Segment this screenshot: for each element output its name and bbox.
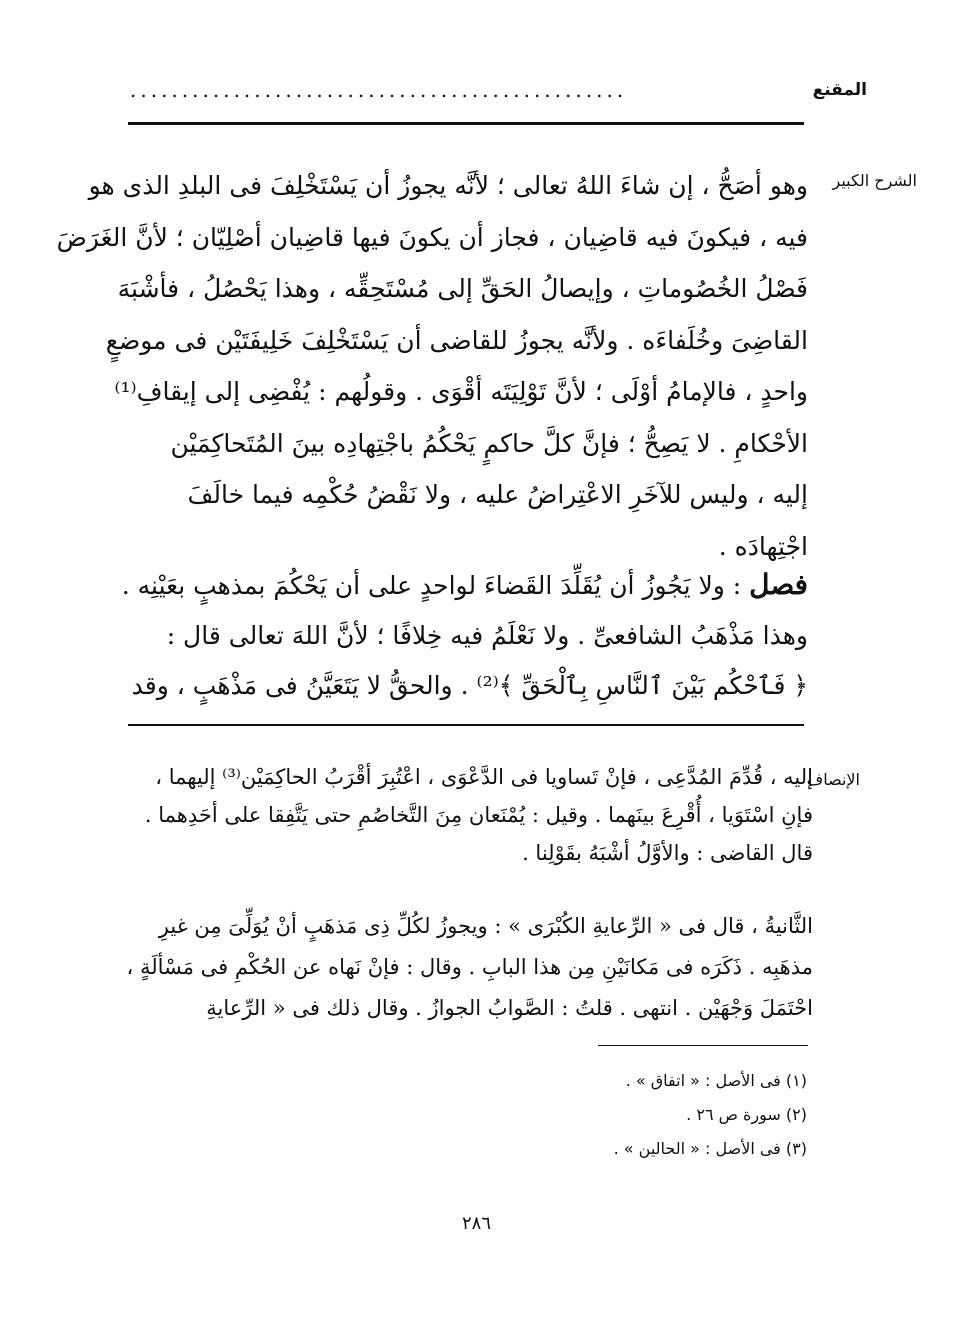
footnote: (٢) سورة ص ٢٦ . [686, 1105, 807, 1124]
header-rule [128, 122, 804, 125]
fasl-line-text: : ولا يَجُوزُ أن يُقَلِّدَ القَضاءَ لواحدٍ على أن يَحْكُمَ بمذهبٍ بعَيْنِه . [121, 571, 742, 600]
header-dotted-leader: ................................................ [130, 78, 628, 102]
insaf-line: احْتَمَلَ وَجْهَيْن . انتهى . قلتُ : الصَّوابُ الجوازُ . وقال ذلك فى « الرِّعايةِ [206, 996, 813, 1020]
insaf-line: قال القاضى : والأوَّلُ أشْبَهُ بقَوْلِنا . [522, 841, 813, 865]
insaf-line: فإنِ اسْتَوَيا ، أُقْرِعَ بينَهما . وقيل : يُمْنَعان مِنَ التَّخاصُمِ حتى يَتَّفِقا على أحَدِهما . [144, 803, 813, 827]
fasl-line: وهذا مَذْهَبُ الشافعىِّ . ولا نَعْلَمُ فيه خِلافًا ؛ لأنَّ اللهَ تعالى قال : [166, 621, 808, 650]
footnotes [614, 1064, 807, 1166]
footnote-rule [598, 1045, 808, 1046]
fasl-text [121, 560, 808, 711]
sharh-text [56, 160, 808, 572]
footnote: (١) فى الأصل : « اتفاق » . [625, 1071, 807, 1090]
sharh-line: إليه ، وليس للآخَرِ الاعْتِراضُ عليه ، ولا نَقْضُ حُكْمِه فيما خالَفَ [187, 480, 808, 509]
insaf-text-2 [128, 906, 813, 1029]
section-divider [128, 724, 804, 726]
fasl-heading: فصل [749, 568, 808, 601]
insaf-line: الثَّانيةُ ، قال فى « الرِّعايةِ الكُبْرَى » : ويجوزُ لكُلِّ ذِى مَذهَبٍ أنْ يُوَلِّىَ مِن غيرِ [158, 914, 813, 938]
sharh-line: القاضِىَ وخُلَفاءَه . ولأنَّه يجوزُ للقاضى أن يَسْتَخْلِفَ خَلِيفَتَيْن فى موضعٍ [105, 325, 808, 355]
footnote: (٣) فى الأصل : « الحالين » . [613, 1139, 807, 1158]
fasl-line [121, 560, 808, 611]
running-header-title: المقنع [812, 80, 867, 100]
sharh-line: اجْتِهادَه . [718, 531, 808, 561]
sharh-side-label: الشرح الكبير [832, 171, 917, 190]
sharh-line: واحدٍ ، فالإمامُ أوْلَى ؛ لأنَّ تَوْلِيَتَه أقْوَى . وقولُهم : يُفْضِى إلى إيقافِ⁽¹⁾ [114, 377, 808, 406]
sharh-line: الأحْكامِ . لا يَصِحُّ ؛ فإنَّ كلَّ حاكمٍ يَحْكُمُ باجْتِهادِه بينَ المُتَحاكِمَيْن [170, 428, 808, 458]
insaf-side-label: الإنصاف [806, 770, 860, 789]
page-number: ٢٨٦ [461, 1213, 491, 1234]
fasl-line: ﴿ فَٱحْكُم بَيْنَ ٱلنَّاسِ بِٱلْحَقِّ ﴾⁽²⁾ . والحقُّ لا يَتَعَيَّنُ فى مَذْهَبٍ ، وقد [131, 671, 808, 700]
sharh-line: فَصْلُ الخُصُوماتِ ، وإيصالُ الحَقِّ إلى مُسْتَحِقِّه ، وهذا يَحْصُلُ ، فأشْبَهَ [117, 274, 808, 303]
sharh-line: وهو أصَحُّ ، إن شاءَ اللهُ تعالى ؛ لأنَّه يجوزُ أن يَسْتَخْلِفَ فى البلدِ الذى هو [88, 171, 808, 200]
insaf-text [128, 758, 813, 872]
insaf-line: مذهَبِه . ذَكَرَه فى مَكانَيْنِ مِن هذا البابِ . وقال : فإنْ نَهاه عن الحُكْمِ فى مَسْألَةٍ ، [126, 955, 813, 979]
sharh-line: فيه ، فيكونَ فيه قاضِيان ، فجاز أن يكونَ فيها قاضِيان أصْلِيّان ؛ لأنَّ الغَرَضَ [56, 222, 808, 252]
insaf-line: إليه ، قُدِّمَ المُدَّعِى ، فإنْ تَساويا فى الدَّعْوَى ، اعْتُبِرَ أقْرَبُ الحاكِمَيْن⁽³⁾ إليهما ، [155, 765, 813, 789]
